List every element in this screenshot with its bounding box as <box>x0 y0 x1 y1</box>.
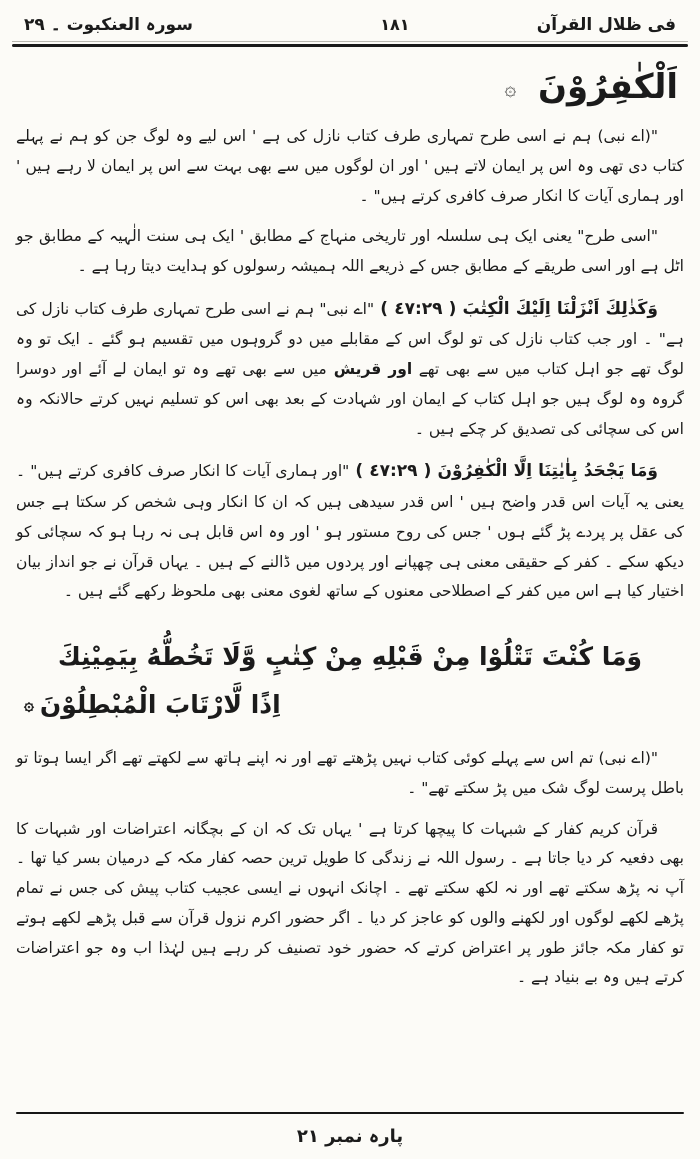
paragraph <box>16 222 684 282</box>
paragraph <box>16 455 684 607</box>
page-header <box>10 10 690 38</box>
arabic-quote: وَمَا يَجْحَدُ بِاٰيٰتِنَا اِلَّا الْكٰفِرُوْنَ ( ٤٧:٢٩ ) <box>349 461 658 482</box>
urdu-text: اور قریش <box>326 360 413 379</box>
verse-line: اِذًا لَّارْتَابَ الْمُبْطِلُوْنَ ۞ <box>24 689 281 719</box>
paragraph <box>16 293 684 445</box>
urdu-text: "اور ہماری آیات کا انکار صرف کافری کرتے ہیں" ۔ یعنی یہ آیات اس قدر واضح ہیں ' اس قدر سیدھی ہیں کہ ان کا انکار وہی شخص کر سکتا ہے جس کی عقل پر پردے پڑ گئے ہوں ' جس کی روح مستور ہو ' اور وہ اس قابل ہی نہ رہا ہو کہ سچائی کو دیکھ سکے ۔ کفر کے حقیقی معنی ہی چھپانے اور پردوں میں ڈالنے کے ہیں ۔ یہاں قرآن نے جو انداز بیان اختیار کیا ہے اس میں کفر کے اصطلاحی معنوں کے ساتھ لغوی معنی بھی ملحوظ رکھے گئے ہیں ۔ <box>16 462 684 601</box>
commentary-body <box>10 111 690 1004</box>
urdu-text: میں سے بھی تھے وہ تو ایمان لے آئے اور دوسرا گروہ وہ لوگ ہیں جو اہل کتاب کے ایمان اور شہادت کے بعد بھی اس کو تسلیم نہیں کرتے حالانکہ وہ اس کی سچائی کی تصدیق کر چکے ہیں ۔ <box>16 360 684 438</box>
header-page-number: ١٨١ <box>380 15 410 34</box>
urdu-text: "اسی طرح" یعنی ایک ہی سلسلہ اور تاریخی منہاج کے مطابق ' ایک ہی سنت الٰہیہ کے مطابق جو اٹل ہے اور اسی طریقے کے مطابق جس کے ذریعے اللہ ہمیشہ رسولوں کو ہدایت دیتا رہا ہے ۔ <box>16 227 684 275</box>
urdu-text: قرآن کریم کفار کے شبہات کا پیچھا کرتا ہے ' یہاں تک کہ ان کے بچگانہ اعتراضات اور شبہات کا بھی دفعیہ کر دیا جاتا ہے ۔ رسول اللہ نے زندگی کا طویل ترین حصہ کفار مکہ کے درمیان بسر کیا تھا ۔ آپ نہ پڑھ سکتے تھے اور نہ لکھ سکتے تھے ۔ اچانک انہوں نے ایسی عجیب کتاب پیش کی جس نے تمام پڑھے لکھے لوگوں اور لکھنے والوں کو عاجز کر دیا ۔ اگر حضور اکرم نزول قرآن سے قبل پڑھے لکھے ہوتے تو کفار مکہ جائز طور پر اعتراض کرتے کہ حضور خود تصنیف کر رہے ہیں لہٰذا اب وہ جو اعتراضات کرتے ہیں وہ بے بنیاد ہے ۔ <box>16 819 684 987</box>
paragraph <box>16 744 684 804</box>
urdu-text: "اے نبی" ہم نے اسی طرح تمہاری طرف کتاب نازل کی ہے" ۔ اور جب کتاب نازل کی تو لوگ اس کے مقابلے میں دو گروہوں میں تقسیم ہو گئے ۔ ایک تو وہ لوگ تھے جو اہل کتاب میں سے بھی تھے <box>16 299 685 379</box>
section-title-text: اَلْكٰفِرُوْنَ <box>538 67 678 107</box>
urdu-text: "(اے نبی) تم اس سے پہلے کوئی کتاب نہیں پڑھتے تھے اور نہ اپنے ہاتھ سے لکھتے تھے اگر ایسا ہوتا تو باطل پرست لوگ شک میں پڑ سکتے تھے" ۔ <box>16 749 684 797</box>
ayah-end-ornament-icon: ۞ <box>24 694 40 715</box>
arabic-quote: وَكَذٰلِكَ اَنْزَلْنَا اِلَيْكَ الْكِتٰبَ ( ٤٧:٢٩ ) <box>374 298 658 319</box>
quran-verse-block <box>18 633 682 728</box>
header-rule-thick-line <box>12 44 688 47</box>
urdu-text: "(اے نبی) ہم نے اسی طرح تمہاری طرف کتاب نازل کی ہے ' اس لیے وہ لوگ جن کو ہم نے پہلے کتاب دی تھی وہ اس پر ایمان لاتے ہیں ' اور ان لوگوں میں سے بھی بہت سے اس پر ایمان لا رہے ہیں ' اور ہماری آیات کا انکار صرف کافری کرتے ہیں" ۔ <box>16 127 684 205</box>
section-title <box>22 67 678 107</box>
header-rule <box>12 41 688 47</box>
para-number-label: پارہ نمبر ٢١ <box>296 1126 404 1147</box>
verse-line: وَمَا كُنْتَ تَتْلُوْا مِنْ قَبْلِهِ مِنْ كِتٰبٍ وَّلَا تَخُطُّهُ بِيَمِيْنِكَ <box>57 642 643 671</box>
ayah-ornament-icon: ۞ <box>504 76 517 101</box>
paragraph <box>16 815 684 994</box>
header-book-title: فی ظلال القرآن <box>536 15 676 35</box>
paragraph <box>16 122 684 211</box>
header-rule-thin-line <box>12 41 688 42</box>
page-footer <box>10 1114 690 1153</box>
header-surah-ref: سورہ العنکبوت ۔ ٢٩ <box>24 15 193 35</box>
